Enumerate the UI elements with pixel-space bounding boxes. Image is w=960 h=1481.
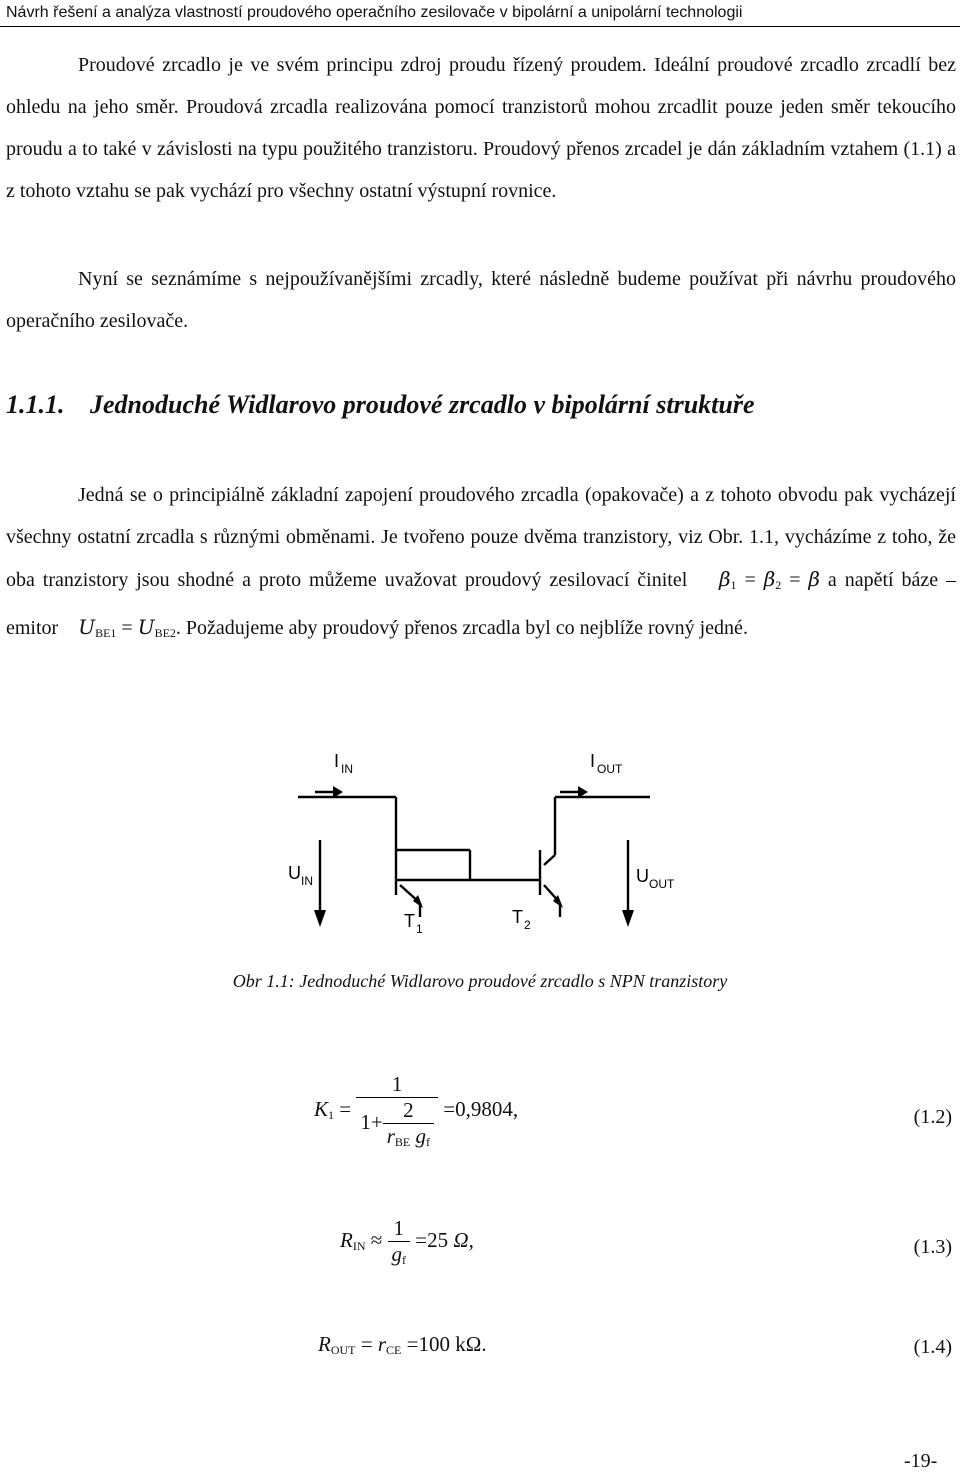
ube-equality: $U_{BE1} = U_{BE2}$. <box>78 615 181 640</box>
equation-number-1-4: (1.4) <box>913 1336 952 1358</box>
paragraph-widlar-text: Jedná se o principiálně základní zapojení proudového zrcadla (opakovače) a z tohoto obvodu pak vycházejí všechny ostatní zrcadla s různými obměnami. Je tvořeno pouze dvěma tranzistory, viz Obr. 1.1, vycházíme z toho, že oba tranzistory jsou shodné a proto můžeme uvažovat proudový zesilovací činitel <box>6 484 956 591</box>
paragraph-intro <box>6 44 956 212</box>
equation-1-4: $R_{OUT} = r_{CE} =100$ kΩ. <box>318 1332 487 1357</box>
paragraph-widlar-text-c: Požadujeme aby proudový přenos zrcadla byl co nejblíže rovný jedné. <box>185 617 748 639</box>
label-t2: T <box>512 907 523 927</box>
paragraph-intro-text: Proudové zrcadlo je ve svém principu zdroj proudu řízený proudem. Ideální proudové zrcadlo zrcadlí bez ohledu na jeho směr. Proudová zrcadla realizována pomocí tranzistorů mohou zrcadlit pouze jeden směr tekoucího proudu a to také v závislosti na typu použitého tranzistoru. Proudový přenos zrcadel je dán základním vztahem (1.1) a z tohoto vztahu se pak vychází pro všechny ostatní výstupní rovnice. <box>6 54 956 202</box>
label-t1: T <box>404 911 415 931</box>
section-number: 1.1.1. <box>6 390 65 419</box>
equation-1-2: $K_1$ = 1 1+ $\frac{2}{r_{BE} g_f}$ =0,9804, <box>314 1072 519 1149</box>
figure-caption: Obr 1.1: Jednoduché Widlarovo proudové zrcadlo s NPN tranzistory <box>232 971 728 991</box>
paragraph-widlar-text-b: a napětí báze – emitor <box>6 569 957 639</box>
section-title: Jednoduché Widlarovo proudové zrcadlo v bipolární struktuře <box>90 390 755 419</box>
label-i-out: I <box>590 751 596 771</box>
label-u-out-sub: OUT <box>649 877 675 891</box>
label-i-out-sub: OUT <box>597 762 623 776</box>
label-t2-sub: 2 <box>524 918 531 932</box>
label-i-in: I <box>334 751 340 771</box>
paragraph-mirrors <box>6 258 956 342</box>
circuit-diagram <box>0 745 960 955</box>
equation-1-3: $R_{IN}$ ≈ $\frac{1}{g_f}$ =25 Ω, <box>340 1216 474 1267</box>
beta-equality: $\beta_1 = \beta_2 = \beta$ <box>718 567 820 592</box>
eq-1-2-fraction: 1 1+ $\frac{2}{r_{BE} g_f}$ <box>356 1072 438 1150</box>
page-number: -19- <box>904 1450 938 1472</box>
label-u-in-sub: IN <box>301 874 313 888</box>
label-u-out: U <box>636 866 649 886</box>
equation-number-1-3: (1.3) <box>913 1236 952 1258</box>
eq-1-3-fraction: $\frac{1}{g_f}$ <box>388 1216 411 1268</box>
header-rule <box>0 26 960 27</box>
section-heading <box>6 383 755 427</box>
paragraph-widlar <box>6 474 956 654</box>
running-header: Návrh řešení a analýza vlastností proudového operačního zesilovače v bipolární a unipolární technologii <box>6 4 743 21</box>
equation-number-1-2: (1.2) <box>913 1106 952 1128</box>
label-t1-sub: 1 <box>416 922 423 936</box>
label-u-in: U <box>288 863 301 883</box>
paragraph-mirrors-text: Nyní se seznámíme s nejpoužívanějšími zrcadly, které následně budeme používat při návrhu proudového operačního zesilovače. <box>6 268 956 332</box>
label-i-in-sub: IN <box>341 762 353 776</box>
